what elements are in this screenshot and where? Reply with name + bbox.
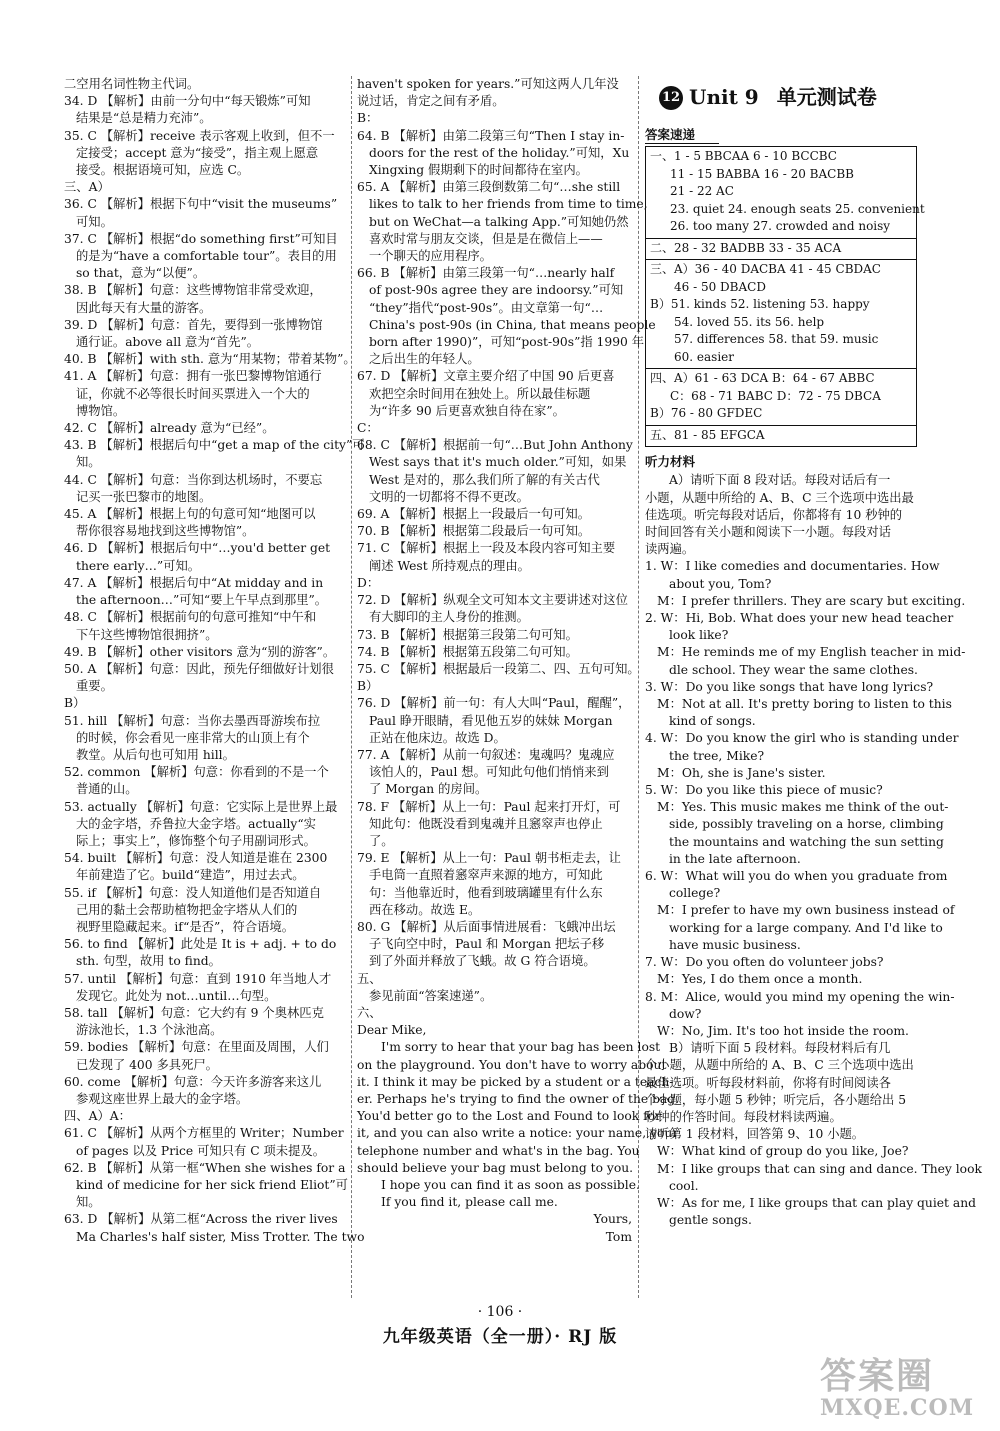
col2-line: 了 Morgan 的房间。	[369, 782, 488, 797]
col3-line: M：Oh, she is Jane's sister.	[657, 765, 826, 780]
answer-line: C：68 - 71 BABC D：72 - 75 DBCA	[670, 388, 881, 403]
col2-line: 说过话，肯定之间有矛盾。	[357, 94, 505, 109]
col1-line: 43. B 【解析】根据后句中“get a map of the city”可	[64, 438, 365, 453]
answer-line: 60. easier	[674, 349, 734, 364]
col2-line: 73. B 【解析】根据第三段第二句可知。	[357, 627, 578, 642]
col2-line: but on WeChat—a talking App.”可知她仍然	[369, 214, 629, 229]
col3-line: look like?	[669, 628, 729, 643]
col3-line: the tree, Mike?	[669, 748, 765, 763]
col3-line: 1. W：I like comedies and documentaries. How	[645, 559, 940, 574]
col3-line: in the late afternoon.	[669, 851, 801, 866]
col2-line: I'm sorry to hear that your bag has been lost	[381, 1040, 661, 1055]
col2-line: 79. E 【解析】从上一句：Paul 朝书柜走去，让	[357, 851, 621, 866]
column-right	[645, 76, 982, 1229]
col2-line: 欢把空余时间用在独处上。所以最佳标题	[369, 386, 591, 401]
col3-line: kind of songs.	[669, 714, 756, 729]
col3-line: B）请听下面 5 段材料。每段材料后有几	[669, 1041, 891, 1056]
col2-line: it. I think it may be picked by a student or a teach-	[357, 1074, 674, 1089]
watermark-logo	[820, 1348, 980, 1421]
col3-line: 3. W：Do you like songs that have long lyrics?	[645, 679, 934, 694]
col3-line: dle school. They wear the same clothes.	[669, 662, 918, 677]
col1-line: 45. A 【解析】根据上句的句意可知“地图可以	[64, 507, 316, 522]
col2-line: Yours,	[593, 1212, 632, 1227]
col1-line: 下午这些博物馆很拥挤”。	[76, 627, 218, 642]
col1-line: 结果是“总是精力充沛”。	[76, 111, 212, 126]
col2-line: 74. B 【解析】根据第五段第二句可知。	[357, 644, 578, 659]
col1-line: 年前建造了它。build“建造”，用过去式。	[76, 868, 305, 883]
col3-line: gentle songs.	[669, 1213, 752, 1228]
unit-test-title: 单元测试卷	[776, 85, 877, 110]
col2-line: 67. D 【解析】文章主要介绍了中国 90 后更喜	[357, 369, 615, 384]
col2-line: B：	[357, 111, 379, 126]
answer-line: 三、A）36 - 40 DACBA 41 - 45 CBDAC	[650, 262, 881, 277]
col1-line: 41. A 【解析】句意：拥有一张巴黎博物馆通行	[64, 369, 322, 384]
listening-heading: 听力材料	[645, 454, 696, 470]
col1-line: 47. A 【解析】根据后句中“At midday and in	[64, 575, 324, 590]
col3-line: 2. W：Hi, Bob. What does your new head teacher	[645, 611, 954, 626]
col3-line: 小题，从题中所给的 A、B、C 三个选项中选出最	[645, 490, 914, 505]
col1-line: B）	[64, 696, 86, 711]
col2-line: born after 1990)”，可知“post-90s”指 1990 年	[369, 335, 645, 350]
col3-line: 4. W：Do you know the girl who is standing under	[645, 731, 959, 746]
answer-line: 四、A）61 - 63 DCA B：64 - 67 ABBC	[650, 371, 875, 386]
col1-line: 教堂。从后句也可知用 hill。	[76, 747, 235, 762]
answer-line: 一、1 - 5 BBCAA 6 - 10 BCCBC	[650, 149, 837, 164]
col3-line: M：Yes, I do them once a month.	[657, 972, 863, 987]
col1-line: 通行证。above all 意为“首先”。	[76, 335, 260, 350]
answer-line: 二、28 - 32 BADBB 33 - 35 ACA	[650, 240, 842, 255]
col1-line: 大的金字塔，乔鲁拉大金字塔。actually“实	[76, 816, 316, 831]
col3-line: 个小题，每小题 5 秒钟；听完后，各小题给出 5	[645, 1092, 907, 1107]
col2-line: 68. C 【解析】根据前一句“…But John Anthony	[357, 438, 633, 453]
col3-line: W：What kind of group do you like, Joe?	[657, 1144, 909, 1159]
col1-line: 61. C 【解析】从两个方框里的 Writer；Number	[64, 1126, 344, 1141]
col3-line: 6. W：What will you do when you graduate from	[645, 869, 948, 884]
col2-line: should believe your bag must belong to you.	[357, 1160, 634, 1175]
col1-line: 已发现了 400 多具死尸。	[76, 1057, 218, 1072]
col2-line: 75. C 【解析】根据最后一段第二、四、五句可知。	[357, 661, 640, 676]
answer-box	[645, 146, 925, 447]
col2-line: 六、	[357, 1005, 382, 1020]
col1-line: there early…”可知。	[76, 558, 201, 573]
col3-line: 读两遍。	[645, 542, 695, 557]
unit-badge: 12	[659, 86, 683, 110]
col1-line: 55. if 【解析】句意：没人知道他们是否知道自	[64, 885, 322, 900]
col3-line: M：Yes. This music makes me think of the out-	[657, 800, 949, 815]
col2-line: B）	[357, 679, 379, 694]
col1-line: 57. until 【解析】句意：直到 1910 年当地人才	[64, 971, 332, 986]
col2-line: of post-90s agree they are indoorsy.”可知	[369, 283, 624, 298]
col3-line: the mountains and watching the sun setting	[669, 834, 944, 849]
col1-line: sth. 句型，故用 to find。	[76, 954, 221, 969]
col1-line: 知。	[76, 455, 101, 470]
col1-line: 60. come 【解析】句意：今天许多游客来这儿	[64, 1074, 322, 1089]
col1-line: 四、A）A：	[64, 1109, 131, 1124]
col1-line: 48. C 【解析】根据前句的句意可推知“中午和	[64, 610, 317, 625]
col1-line: 博物馆。	[76, 403, 126, 418]
col2-line: You'd better go to the Lost and Found to look for	[357, 1109, 661, 1124]
col2-line: I hope you can find it as soon as possible.	[381, 1178, 640, 1192]
col2-line: 参见前面“答案速递”。	[369, 988, 493, 1003]
col1-line: 重要。	[76, 679, 113, 694]
col2-line: on the playground. You don't have to worry about	[357, 1057, 667, 1072]
unit-label: Unit 9	[689, 85, 759, 110]
col1-line: 34. D 【解析】由前一分句中“每天锻炼”可知	[64, 94, 311, 109]
col3-line: M：I prefer to have my own business instead of	[657, 903, 955, 918]
col3-line: about you, Tom?	[669, 576, 772, 591]
col2-line: D：	[357, 575, 380, 590]
answer-group	[646, 260, 916, 369]
col1-line: 59. bodies 【解析】句意：在里面及周围，人们	[64, 1040, 329, 1055]
col2-line: 喜欢时常与朋友交谈，但是是在微信上——	[369, 231, 603, 246]
col1-line: 49. B 【解析】other visitors 意为“别的游客”。	[64, 644, 336, 659]
col1-line: 视野里隐藏起来。if“是否”，符合语境。	[76, 919, 295, 934]
col3-line: W：No, Jim. It's too hot inside the room.	[657, 1023, 909, 1038]
answer-line: 11 - 15 BABBA 16 - 20 BACBB	[670, 166, 854, 181]
col3-line: 时间回答有关小题和阅读下一小题。每段对话	[645, 525, 891, 540]
col3-line: A）请听下面 8 段对话。每段对话后有一	[669, 473, 891, 488]
col2-line: 知此句：他既没看到鬼魂并且窸窣声也停止	[369, 816, 603, 831]
col1-line: 游泳池长，1.3 个泳池高。	[76, 1023, 223, 1038]
col2-line: “they”指代“post-90s”。由文章第一句“…	[369, 300, 604, 315]
col2-line: Paul 睁开眼睛，看见他五岁的妹妹 Morgan	[369, 713, 613, 728]
col2-line: 69. A 【解析】根据上一段最后一句可知。	[357, 507, 591, 522]
col2-line: 80. G 【解析】从后面事情进展看：飞蛾冲出坛	[357, 919, 616, 934]
col2-line: 正站在他床边。故选 D。	[369, 730, 506, 745]
col3-line: 5. W：Do you like this piece of music?	[645, 783, 883, 798]
col1-line: 参观这座世界上最大的金字塔。	[76, 1091, 249, 1106]
col2-line: it, and you can also write a notice: your name, your	[357, 1126, 679, 1141]
col2-line: 72. D 【解析】纵观全文可知本文主要讲述对这位	[357, 593, 628, 608]
col1-line: 37. C 【解析】根据“do something first”可知目	[64, 231, 338, 246]
col2-line: 66. B 【解析】由第三段第一句“…nearly half	[357, 266, 615, 281]
col2-line: Dear Mike,	[357, 1023, 427, 1038]
col1-line: 58. tall 【解析】句意：它大约有 9 个奥林匹克	[64, 1005, 324, 1020]
col2-line: 为“许多 90 后更喜欢独自待在家”。	[369, 403, 565, 418]
col2-line: 64. B 【解析】由第二段第三句“Then I stay in-	[357, 128, 625, 143]
column-left	[64, 76, 365, 1246]
col2-line: Xingxing 假期剩下的时间都待在室内。	[369, 163, 588, 178]
col1-line: 二空用名词性物主代词。	[64, 77, 200, 91]
col2-line: 70. B 【解析】根据第二段最后一句可知。	[357, 524, 591, 539]
col1-line: 44. C 【解析】句意：当你到达机场时，不要忘	[64, 472, 323, 487]
col2-line: 76. D 【解析】前一句：有人大叫“Paul，醒醒”，	[357, 696, 631, 711]
col3-line: M：Not at all. It's pretty boring to listen to this	[657, 697, 952, 712]
col1-line: 接受。根据语境可知，应选 C。	[76, 163, 250, 178]
col1-line: kind of medicine for her sick friend Eliot”可	[76, 1178, 348, 1192]
col1-line: 40. B 【解析】with sth. 意为“用某物；带着某物”。	[64, 352, 356, 367]
col1-line: 定接受；accept 意为“接受”，指主观上愿意	[76, 145, 319, 160]
col2-line: 之后出生的年轻人。	[369, 352, 480, 367]
answer-line: 21 - 22 AC	[670, 184, 734, 199]
col3-line: 最佳选项。听每段材料前，你将有时间阅读各	[645, 1075, 891, 1090]
col1-line: 52. common 【解析】句意：你看到的不是一个	[64, 765, 329, 780]
col2-line: 手电筒一直照着窸窣声来源的地方，可知此	[369, 868, 603, 883]
col2-line: 有大脚印的主人身份的推测。	[369, 610, 529, 625]
col2-line: China's post-90s (in China, that means people	[369, 317, 656, 332]
col1-line: 因此每天有大量的游客。	[76, 300, 212, 315]
col2-line: telephone number and what's in the bag. You	[357, 1143, 640, 1158]
col1-line: 发现它。此处为 not…until…句型。	[76, 988, 277, 1003]
col1-line: of pages 以及 Price 可知只有 C 项未提及。	[76, 1143, 325, 1158]
col2-line: 五、	[357, 971, 382, 986]
col2-line: doors for the rest of the holiday.”可知，Xu	[369, 145, 630, 160]
col2-line: 西在移动。故选 E。	[369, 902, 481, 917]
col1-line: 三、A）	[64, 180, 110, 195]
col2-line: likes to talk to her friends from time to time,	[369, 197, 648, 212]
col2-line: 句：当他靠近时，他看到玻璃罐里有什么东	[369, 885, 603, 900]
col1-line: 53. actually 【解析】句意：它实际上是世界上最	[64, 799, 338, 814]
col2-line: West says that it's much older.”可知，如果	[369, 455, 627, 470]
col1-line: 63. D 【解析】从第二框“Across the river lives	[64, 1212, 338, 1227]
answer-line: 54. loved 55. its 56. help	[674, 314, 825, 329]
col1-line: 39. D 【解析】句意：首先，要得到一张博物馆	[64, 317, 323, 332]
answers-heading: 答案速递	[645, 126, 719, 144]
col3-line: M：He reminds me of my English teacher in mid-	[657, 645, 966, 660]
col2-line: If you find it, please call me.	[381, 1195, 558, 1210]
col1-line: Ma Charles's half sister, Miss Trotter. The two	[76, 1229, 365, 1244]
col2-line: 阐述 West 所持观点的理由。	[369, 558, 530, 573]
answer-group	[646, 369, 916, 426]
col1-line: the afternoon…”可知“要上午早点到那里”。	[76, 593, 328, 608]
col1-line: 50. A 【解析】句意：因此，预先仔细做好计划很	[64, 661, 334, 676]
answer-line: 57. differences 58. that 59. music	[674, 332, 879, 347]
col2-line: 一个聊天的应用程序。	[369, 249, 492, 264]
answer-group	[646, 426, 916, 447]
col2-line: 77. A 【解析】从前一句叙述：鬼魂吗？鬼魂应	[357, 747, 615, 762]
answer-group	[646, 147, 925, 239]
col3-line: 秒钟的作答时间。每段材料读两遍。	[645, 1109, 842, 1124]
col3-line: 个小题，从题中所给的 A、B、C 三个选项中选出	[645, 1058, 914, 1073]
col2-line: 子飞向空中时，Paul 和 Morgan 把坛子移	[369, 937, 605, 952]
col1-line: 记买一张巴黎市的地图。	[76, 489, 212, 504]
col2-line: 了。	[369, 833, 394, 848]
answer-line: B）76 - 80 GFDEC	[650, 406, 763, 421]
answer-group	[646, 239, 916, 261]
answer-line: B）51. kinds 52. listening 53. happy	[650, 297, 870, 312]
col3-line: M：I prefer thrillers. They are scary but exciting.	[657, 593, 966, 608]
col3-line: 8. M：Alice, would you mind my opening the win-	[645, 989, 955, 1004]
col3-line: M：I like groups that can sing and dance. They look	[657, 1161, 982, 1176]
col1-line: 帮你很容易地找到这些博物馆”。	[76, 524, 255, 539]
col3-line: 佳选项。听完每段对话后，你都将有 10 秒钟的	[645, 507, 903, 522]
col3-line: W：As for me, I like groups that can play quiet and	[657, 1195, 977, 1210]
answer-line: 23. quiet 24. enough seats 25. convenient	[670, 201, 925, 216]
col1-line: 的是为“have a comfortable tour”。表目的用	[76, 249, 337, 264]
col1-line: 51. hill 【解析】句意：当你去墨西哥游埃布拉	[64, 713, 321, 728]
col3-line: 7. W：Do you often do volunteer jobs?	[645, 955, 884, 970]
col2-line: er. Perhaps he's trying to find the owner of the bag.	[357, 1091, 680, 1106]
col2-line: haven't spoken for years.”可知这两人几年没	[357, 77, 619, 91]
col1-line: 的时候，你会看见一座非常大的山顶上有个	[76, 730, 310, 745]
col3-line: cool.	[669, 1178, 699, 1193]
col3-line: side, possibly traveling on a horse, climbing	[669, 817, 944, 832]
col3-line: 请听第 1 段材料，回答第 9、10 小题。	[645, 1127, 865, 1142]
col2-line: 到了外面并释放了飞蛾。故 G 符合语境。	[369, 954, 596, 969]
unit-title	[645, 76, 917, 120]
col2-line: 文明的一切都将不得不更改。	[369, 489, 529, 504]
col1-line: 62. B 【解析】从第一框“When she wishes for a	[64, 1160, 346, 1175]
col3-line: working for a large company. And I'd like to	[669, 920, 943, 935]
answer-line: 五、81 - 85 EFGCA	[650, 427, 765, 442]
col1-line: 54. built 【解析】句意：没人知道是谁在 2300	[64, 851, 328, 866]
col1-line: 56. to find 【解析】此处是 It is + adj. + to do	[64, 937, 337, 952]
col1-line: 际上；事实上”，修饰整个句子用副词形式。	[76, 833, 316, 848]
col2-line: 71. C 【解析】根据上一段及本段内容可知主要	[357, 541, 616, 556]
col1-line: 己用的黏土会帮助植物把金字塔从人们的	[76, 902, 298, 917]
page-number: · 106 ·	[477, 1304, 523, 1320]
col1-line: 36. C 【解析】根据下句中“visit the museums”	[64, 197, 338, 212]
col1-line: 可知。	[76, 214, 113, 229]
listening-material	[645, 472, 982, 1229]
column-divider-left	[351, 76, 352, 1298]
col3-line: have music business.	[669, 937, 801, 952]
watermark-bottom: MXQE.COM	[820, 1395, 975, 1421]
col1-line: 46. D 【解析】根据后句中“…you'd better get	[64, 541, 331, 556]
col2-line: 78. F 【解析】从上一句：Paul 起来打开灯，可	[357, 799, 621, 814]
col1-line: 知。	[76, 1195, 101, 1210]
watermark-top: 答案圈	[820, 1355, 935, 1397]
col1-line: 普通的山。	[76, 782, 138, 797]
answer-line: 26. too many 27. crowded and noisy	[670, 219, 891, 234]
col1-line: 38. B 【解析】句意：这些博物馆非常受欢迎，	[64, 283, 322, 298]
col1-line: 证，你就不必等很长时间买票进入一个大的	[76, 386, 310, 401]
col2-line: West 是对的，那么我们所了解的有关古代	[369, 472, 600, 487]
col2-line: 65. A 【解析】由第三段倒数第二句“…she still	[357, 180, 621, 195]
col1-line: 42. C 【解析】already 意为“已经”。	[64, 421, 275, 436]
col1-line: so that，意为“以便”。	[76, 266, 206, 281]
col2-line: 该怕人的，Paul 想。可知此句他们悄悄来到	[369, 765, 609, 780]
col2-line: C：	[357, 421, 379, 436]
col3-line: dow?	[669, 1006, 702, 1021]
col3-line: college?	[669, 886, 721, 901]
answer-line: 46 - 50 DBACD	[674, 279, 766, 294]
book-title: 九年级英语（全一册）· RJ 版	[382, 1327, 618, 1347]
col2-line: Tom	[605, 1229, 632, 1244]
col1-line: 35. C 【解析】receive 表示客观上收到，但不一	[64, 128, 335, 143]
